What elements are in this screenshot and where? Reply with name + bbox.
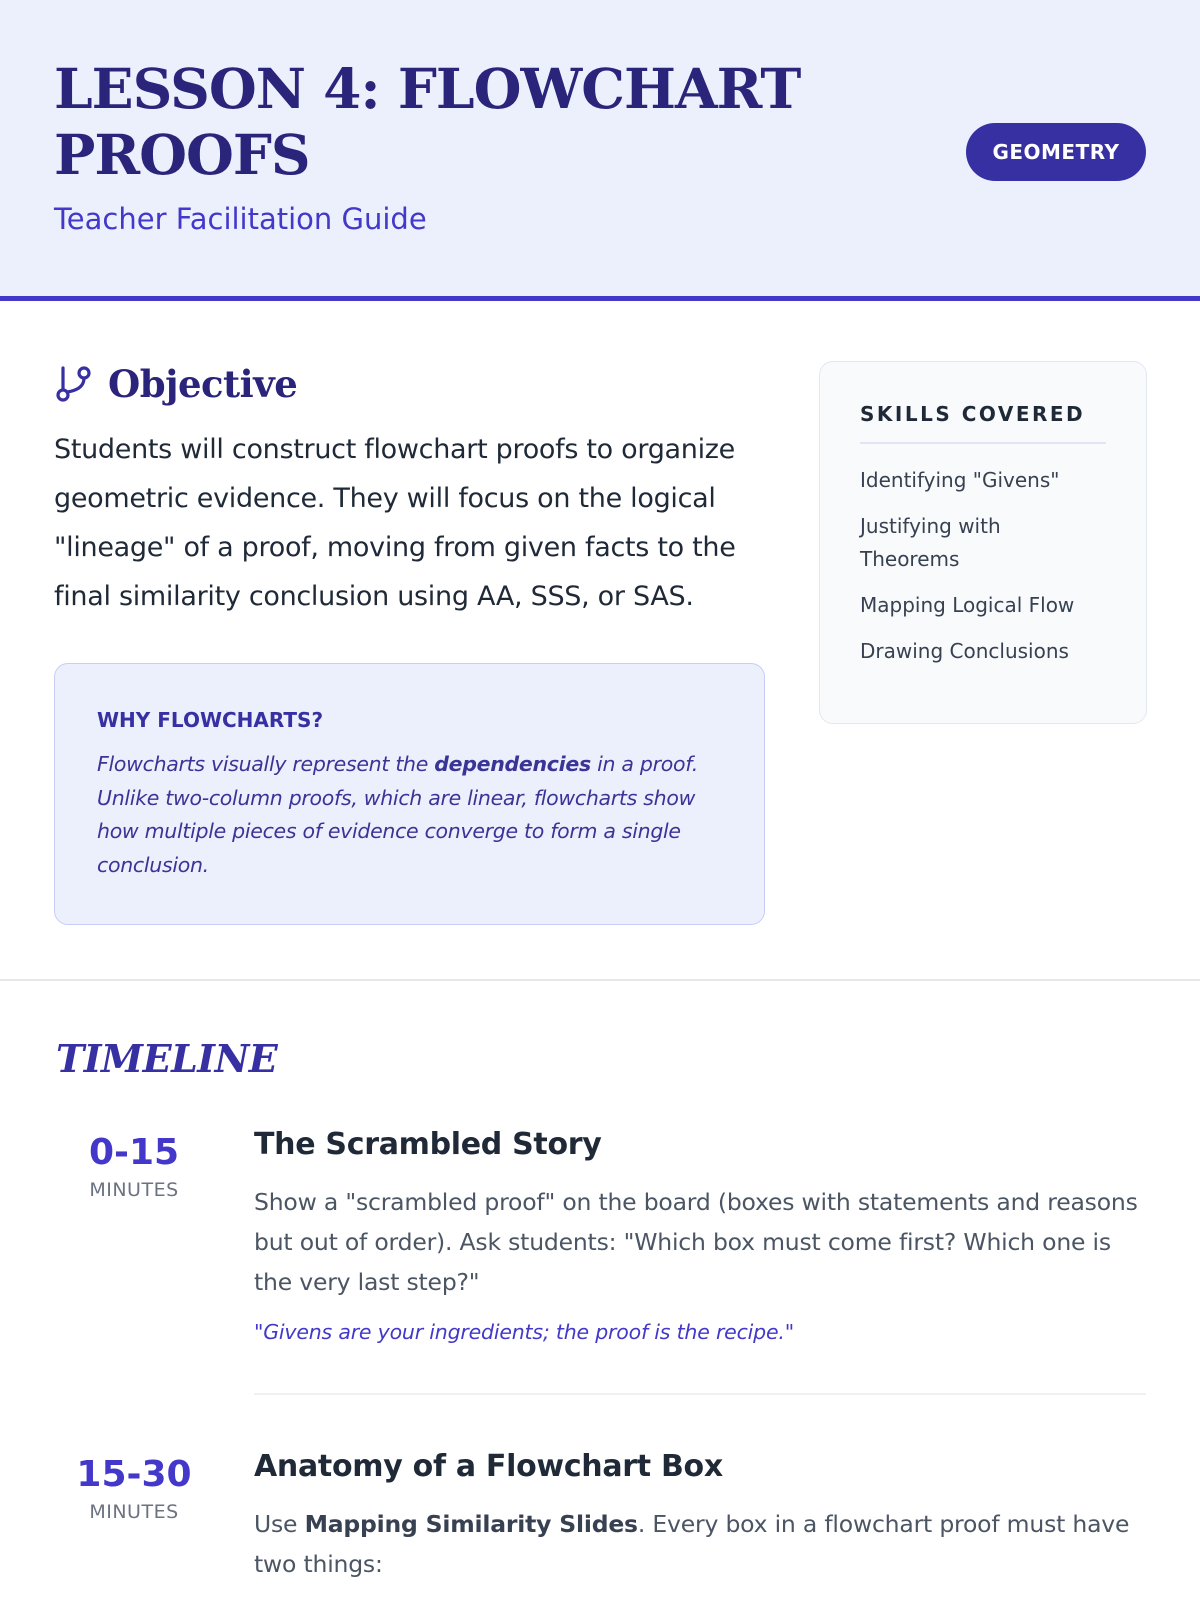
timeline-desc-part: . Every box in a flowchart proof must have two things:: [254, 1510, 1130, 1578]
why-flowcharts-callout: [54, 663, 765, 925]
timeline-entry-heading: Anatomy of a Flowchart Box: [254, 1449, 723, 1484]
skills-covered-card: [819, 361, 1147, 724]
lesson-subtitle: Teacher Facilitation Guide: [54, 202, 427, 236]
why-text-part: in a proof. Unlike two-column proofs, which are linear, flowcharts show how multiple pieces of evidence converge to form a single conclusion.: [97, 752, 698, 877]
timeline-desc-emphasis: Mapping Similarity Slides: [304, 1510, 638, 1538]
timeline-entry: [254, 1127, 1146, 1344]
why-text-part: Flowcharts visually represent the: [97, 752, 435, 776]
git-branch-icon: [54, 364, 94, 404]
subject-badge: GEOMETRY: [966, 123, 1146, 181]
timeline-desc-part: Use: [254, 1510, 305, 1538]
timeline-entry: [254, 1449, 1146, 1584]
objective-title: Objective: [108, 362, 298, 406]
timeline-unit: MINUTES: [89, 1179, 179, 1201]
why-text-emphasis: dependencies: [434, 752, 591, 776]
lesson-title: LESSON 4: FLOWCHART PROOFS: [54, 56, 801, 187]
timeline-time-block: [66, 1133, 202, 1201]
why-flowcharts-title: WHY FLOWCHARTS?: [97, 708, 324, 732]
timeline-time-block: [66, 1455, 202, 1523]
timeline-entry-description: [254, 1504, 1146, 1584]
skill-item: Justifying with Theorems: [860, 514, 1001, 571]
objective-heading: [54, 362, 297, 406]
section-divider: [0, 979, 1200, 981]
skills-title: SKILLS COVERED: [860, 402, 1106, 444]
skill-item: Identifying "Givens": [860, 468, 1060, 492]
skills-list: [860, 464, 1106, 668]
timeline-entry-description: Show a "scrambled proof" on the board (boxes with statements and reasons but out of order). Ask students: "Which box must come first? Which one is the very last step?": [254, 1188, 1138, 1296]
page-header: [0, 0, 1200, 301]
why-flowcharts-text: [97, 748, 722, 882]
timeline-range: 0-15: [88, 1132, 180, 1173]
timeline-entry-quote: "Givens are your ingredients; the proof is the recipe.": [254, 1320, 794, 1344]
timeline-entry-heading: The Scrambled Story: [254, 1127, 602, 1162]
timeline-unit: MINUTES: [89, 1501, 179, 1523]
timeline-separator: [254, 1393, 1146, 1395]
objective-text: Students will construct flowchart proofs to organize geometric evidence. They will focus on the logical "lineage" of a proof, moving from given facts to the final similarity conclusion using AA, SSS, or SAS.: [54, 434, 736, 612]
timeline-range: 15-30: [76, 1454, 192, 1495]
skill-item: Drawing Conclusions: [860, 639, 1069, 663]
skill-item: Mapping Logical Flow: [860, 593, 1075, 617]
timeline-title: TIMELINE: [56, 1036, 278, 1081]
